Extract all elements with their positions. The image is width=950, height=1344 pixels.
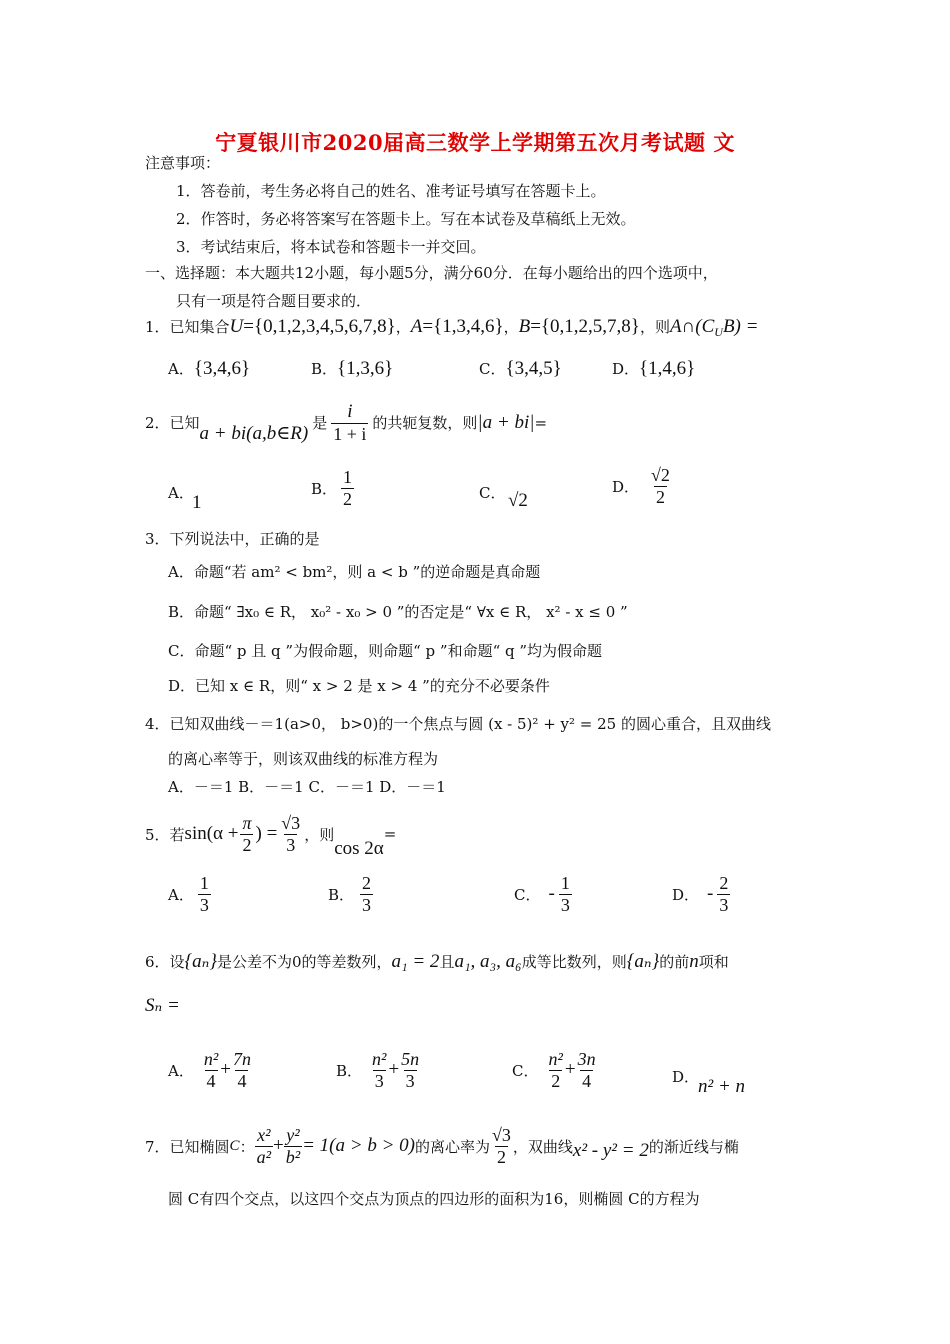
q7-eccentricity: $\frac{√3}{2}$	[492, 1125, 511, 1167]
q5-target: cos 2α	[334, 838, 384, 859]
q1-option: C．{3,4,5}	[479, 358, 562, 379]
q2-expression: a + bi(a,b∈R)	[199, 423, 309, 444]
q2-suffix: 的共轭复数，则	[372, 414, 478, 432]
q1-expression: A∩(C	[669, 316, 715, 337]
q1-then: ，则	[639, 318, 670, 336]
q5-option: D． - $\frac{2}{3}$	[672, 873, 729, 915]
q6-option: B． $\frac{\text{n²}}{3}$ + $\frac{5n}{3}$	[336, 1049, 420, 1091]
q5-option: B． $\frac{2}{3}$	[328, 873, 372, 915]
q3-option: D．已知 x ∈ R，则“ x > 2 是 x > 4 ”的充分不必要条件	[168, 677, 550, 695]
question-7: 7．已知椭圆 C ： $\frac{\text{x²}}{\text{a²}}$ + $\frac{\text{y²}}{\text{b²}}$ = 1(a > b > 0) 的离心率为 $\frac{√3}{2}$ ，双曲线 x² - y² = 2 的渐近线与椭	[145, 1125, 739, 1167]
q4-stem: 4．已知双曲线－＝1(a>0， b>0)的一个焦点与圆 (x - 5)² + y² = 25 的圆心重合，且双曲线	[145, 715, 771, 733]
q1-option-value: {1,4,6}	[639, 358, 696, 379]
q1-option: D．{1,4,6}	[612, 358, 696, 379]
question-5	[145, 808, 396, 860]
q1-set-a: A	[410, 316, 423, 337]
q7-stem-cont: 圆 C有四个交点，以这四个交点为顶点的四边形的面积为16，则椭圆 C的方程为	[168, 1190, 700, 1208]
notes-heading: 注意事项：	[145, 154, 221, 172]
q2-option: B． $\frac{1}{2}$	[311, 467, 353, 509]
question-1: 1．已知集合U={0,1,2,3,4,5,6,7,8}，A={1,3,4,6}，B={0,1,2,5,7,8}，则$A\cap(C_UB)$ =	[145, 316, 759, 339]
q1-set-b: B	[518, 316, 531, 337]
q2-abs-expression: |a + bi|	[477, 411, 535, 433]
q1-prefix: 1．已知集合	[145, 318, 230, 336]
q2-option-value: 1	[192, 492, 202, 513]
q1-option-value: {3,4,6}	[193, 358, 251, 379]
q6-sequence-2: {aₙ}	[626, 951, 660, 972]
q6-option: C． $\frac{\text{n²}}{2}$ + $\frac{3n}{4}$	[512, 1049, 596, 1091]
q2-option: D． $\frac{√2}{2}$	[612, 465, 670, 507]
q3-option: A．命题“若 am² < bm²，则 a < b ”的逆命题是真命题	[168, 563, 541, 581]
question-6: 6．设{aₙ}是公差不为0的等差数列，a₁ = 2且a₁, a₃, a₆成等比数列，则{aₙ}的前n项和	[145, 951, 729, 972]
q5-eq: =	[383, 825, 397, 843]
q3-option: C．命题“ p 且 q ”为假命题，则命题“ p ”和命题“ q ”均为假命题	[168, 642, 603, 660]
q7-fraction-x: $\frac{\text{x²}}{\text{a²}}$	[256, 1125, 271, 1167]
q5-prefix: 5．若	[145, 825, 185, 844]
q1-expression-sub: U	[714, 325, 723, 339]
note-item: 3．考试结束后，将本试卷和答题卡一并交回。	[176, 238, 486, 256]
q7-hyperbola: x² - y² = 2	[572, 1140, 649, 1162]
page-title: 宁夏银川市2020届高三数学上学期第五次月考试题 文	[215, 130, 735, 155]
q1-set-a-value: ={1,3,4,6}	[422, 316, 504, 337]
q1-set-u-value: ={0,1,2,3,4,5,6,7,8}	[243, 316, 396, 337]
q6-condition: a₁ = 2	[391, 951, 440, 972]
q7-condition: = 1(a > b > 0)	[302, 1135, 415, 1157]
q2-equals: =	[534, 413, 548, 432]
q1-expression-end: B) =	[722, 316, 759, 337]
q6-option: A． $\frac{\text{n²}}{4}$ + $\frac{7n}{4}$	[168, 1049, 251, 1091]
section-heading: 一、选择题：本大题共12小题，每小题5分，满分60分．在每小题给出的四个选项中，	[145, 264, 718, 282]
q5-fraction-value: $\frac{√3}{3}$	[281, 812, 301, 855]
q2-option-label: C．	[479, 484, 506, 502]
q1-option: A．{3,4,6}	[168, 358, 251, 379]
q6-terms: a₁, a₃, a₆	[454, 951, 522, 972]
q6-sequence: {aₙ}	[184, 951, 217, 972]
q5-function: sin(α +	[184, 823, 239, 844]
q4-options: A．－＝1 B．－＝1 C．－＝1 D．－＝1	[168, 778, 446, 796]
q7-fraction-y: $\frac{\text{y²}}{\text{b²}}$	[285, 1125, 301, 1167]
q3-stem: 3．下列说法中，正确的是	[145, 530, 320, 548]
q6-sum: Sₙ =	[145, 995, 180, 1016]
q1-option-value: {1,3,6}	[337, 358, 394, 379]
q1-option-value: {3,4,5}	[505, 358, 562, 379]
q2-fraction: $\frac{i}{1 + i}$	[333, 400, 367, 444]
q5-then: ，则	[304, 825, 335, 844]
note-item: 2．作答时，务必将答案写在答题卡上。写在本试卷及草稿纸上无效。	[176, 210, 636, 228]
q6-option-value: n² + n	[698, 1076, 746, 1097]
q5-option: C． - $\frac{1}{3}$	[514, 873, 570, 915]
q1-option: B．{1,3,6}	[311, 358, 394, 379]
q3-option: B．命题“ ∃x₀ ∈ R， x₀² - x₀ > 0 ”的否定是“ ∀x ∈ R， x² - x ≤ 0 ”	[168, 603, 628, 621]
q1-set-b-value: ={0,1,2,5,7,8}	[530, 316, 640, 337]
q1-set-u: U	[229, 316, 244, 337]
q2-prefix: 2．已知	[145, 414, 200, 432]
q5-option: A． $\frac{1}{3}$	[168, 873, 209, 915]
q5-fraction-pi: $\frac{\pi}{2}$	[242, 812, 252, 855]
q2-option-value: √2	[508, 490, 528, 511]
q4-stem-cont: 的离心率等于，则该双曲线的标准方程为	[168, 750, 439, 768]
q6-option-label: D．	[672, 1068, 700, 1086]
section-heading-cont: 只有一项是符合题目要求的．	[176, 292, 372, 310]
q2-is: 是	[312, 414, 328, 432]
q2-option-label: A．	[168, 484, 194, 502]
question-2	[145, 400, 547, 445]
note-item: 1．答卷前，考生务必将自己的姓名、准考证号填写在答题卡上。	[176, 182, 606, 200]
q5-equals: ) =	[255, 823, 278, 844]
